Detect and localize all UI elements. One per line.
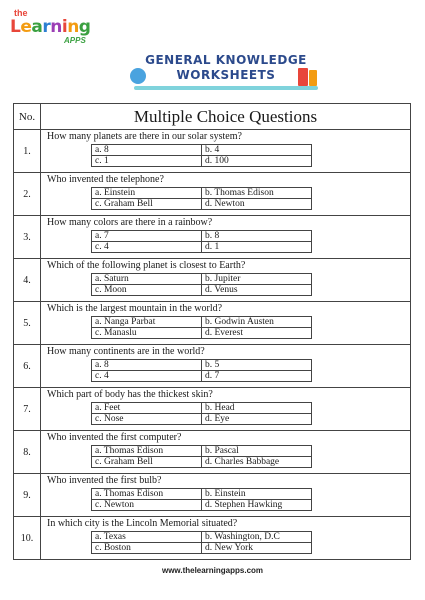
question-row: [14, 173, 411, 216]
question-cell: [41, 130, 411, 173]
option-c: c. Graham Bell: [92, 199, 202, 210]
option-d: d. Stephen Hawking: [202, 500, 312, 511]
option-b: b. Head: [202, 403, 312, 414]
question-cell: [41, 302, 411, 345]
option-a: a. Thomas Edison: [92, 489, 202, 500]
question-cell: [41, 216, 411, 259]
option-b: b. 8: [202, 231, 312, 242]
globe-icon: [130, 68, 146, 84]
learning-apps-logo: [6, 8, 102, 46]
logo-word: Learning: [10, 17, 91, 37]
question-number: 8.: [14, 431, 41, 474]
question-text: Who invented the first computer?: [47, 432, 182, 443]
question-cell: [41, 345, 411, 388]
option-b: b. Godwin Austen: [202, 317, 312, 328]
question-row: [14, 302, 411, 345]
options-grid: [91, 144, 312, 167]
options-grid: [91, 445, 312, 468]
options-grid: [91, 531, 312, 554]
options-grid: [91, 273, 312, 296]
question-text: Who invented the telephone?: [47, 174, 164, 185]
question-cell: [41, 431, 411, 474]
option-d: d. Newton: [202, 199, 312, 210]
option-d: d. Everest: [202, 328, 312, 339]
question-row: [14, 431, 411, 474]
questions-table: [13, 103, 411, 560]
book-icon: [298, 68, 308, 86]
logo-apps: APPS: [64, 36, 86, 45]
option-b: b. 5: [202, 360, 312, 371]
banner-line-2: WORKSHEETS: [176, 68, 276, 82]
option-d: d. New York: [202, 543, 312, 554]
option-a: a. Texas: [92, 532, 202, 543]
options-grid: [91, 230, 312, 253]
option-b: b. Einstein: [202, 489, 312, 500]
question-cell: [41, 517, 411, 560]
option-d: d. 100: [202, 156, 312, 167]
question-row: [14, 517, 411, 560]
options-grid: [91, 359, 312, 382]
question-text: Which part of body has the thickest skin?: [47, 389, 213, 400]
option-c: c. Newton: [92, 500, 202, 511]
shelf-decoration: [134, 86, 318, 90]
question-row: [14, 130, 411, 173]
option-a: a. Thomas Edison: [92, 446, 202, 457]
question-number: 4.: [14, 259, 41, 302]
option-c: c. Nose: [92, 414, 202, 425]
options-grid: [91, 402, 312, 425]
option-a: a. Nanga Parbat: [92, 317, 202, 328]
question-number: 9.: [14, 474, 41, 517]
options-grid: [91, 316, 312, 339]
option-b: b. Washington, D.C: [202, 532, 312, 543]
option-a: a. 8: [92, 360, 202, 371]
question-number: 1.: [14, 130, 41, 173]
question-row: [14, 345, 411, 388]
question-text: Which is the largest mountain in the world?: [47, 303, 223, 314]
question-row: [14, 216, 411, 259]
question-cell: [41, 388, 411, 431]
option-d: d. 1: [202, 242, 312, 253]
option-a: a. Einstein: [92, 188, 202, 199]
question-text: How many planets are there in our solar system?: [47, 131, 242, 142]
option-d: d. Charles Babbage: [202, 457, 312, 468]
question-row: [14, 259, 411, 302]
book-icon: [309, 70, 317, 86]
footer-url: www.thelearningapps.com: [161, 566, 264, 575]
question-number: 3.: [14, 216, 41, 259]
option-b: b. Jupiter: [202, 274, 312, 285]
options-grid: [91, 187, 312, 210]
option-d: d. Venus: [202, 285, 312, 296]
option-c: c. 4: [92, 371, 202, 382]
option-b: b. Pascal: [202, 446, 312, 457]
option-c: c. Graham Bell: [92, 457, 202, 468]
question-number: 5.: [14, 302, 41, 345]
question-row: [14, 388, 411, 431]
question-row: [14, 474, 411, 517]
question-text: Who invented the first bulb?: [47, 475, 162, 486]
option-c: c. Boston: [92, 543, 202, 554]
question-number: 10.: [14, 517, 41, 560]
option-c: c. Moon: [92, 285, 202, 296]
question-number: 7.: [14, 388, 41, 431]
question-cell: [41, 173, 411, 216]
option-b: b. 4: [202, 145, 312, 156]
option-b: b. Thomas Edison: [202, 188, 312, 199]
option-d: d. 7: [202, 371, 312, 382]
option-a: a. 7: [92, 231, 202, 242]
option-a: a. Feet: [92, 403, 202, 414]
question-text: Which of the following planet is closest to Earth?: [47, 260, 246, 271]
option-c: c. Manaslu: [92, 328, 202, 339]
option-a: a. 8: [92, 145, 202, 156]
option-a: a. Saturn: [92, 274, 202, 285]
option-d: d. Eye: [202, 414, 312, 425]
question-text: How many colors are there in a rainbow?: [47, 217, 213, 228]
worksheet-banner: [128, 48, 324, 92]
logo-the: the: [14, 8, 28, 18]
question-number: 2.: [14, 173, 41, 216]
table-title: Multiple Choice Questions: [41, 104, 411, 130]
option-c: c. 4: [92, 242, 202, 253]
question-cell: [41, 259, 411, 302]
number-column-header: No.: [14, 104, 41, 130]
question-number: 6.: [14, 345, 41, 388]
option-c: c. 1: [92, 156, 202, 167]
question-cell: [41, 474, 411, 517]
question-text: How many continents are in the world?: [47, 346, 205, 357]
question-text: In which city is the Lincoln Memorial situated?: [47, 518, 238, 529]
options-grid: [91, 488, 312, 511]
banner-line-1: GENERAL KNOWLEDGE: [145, 53, 307, 67]
